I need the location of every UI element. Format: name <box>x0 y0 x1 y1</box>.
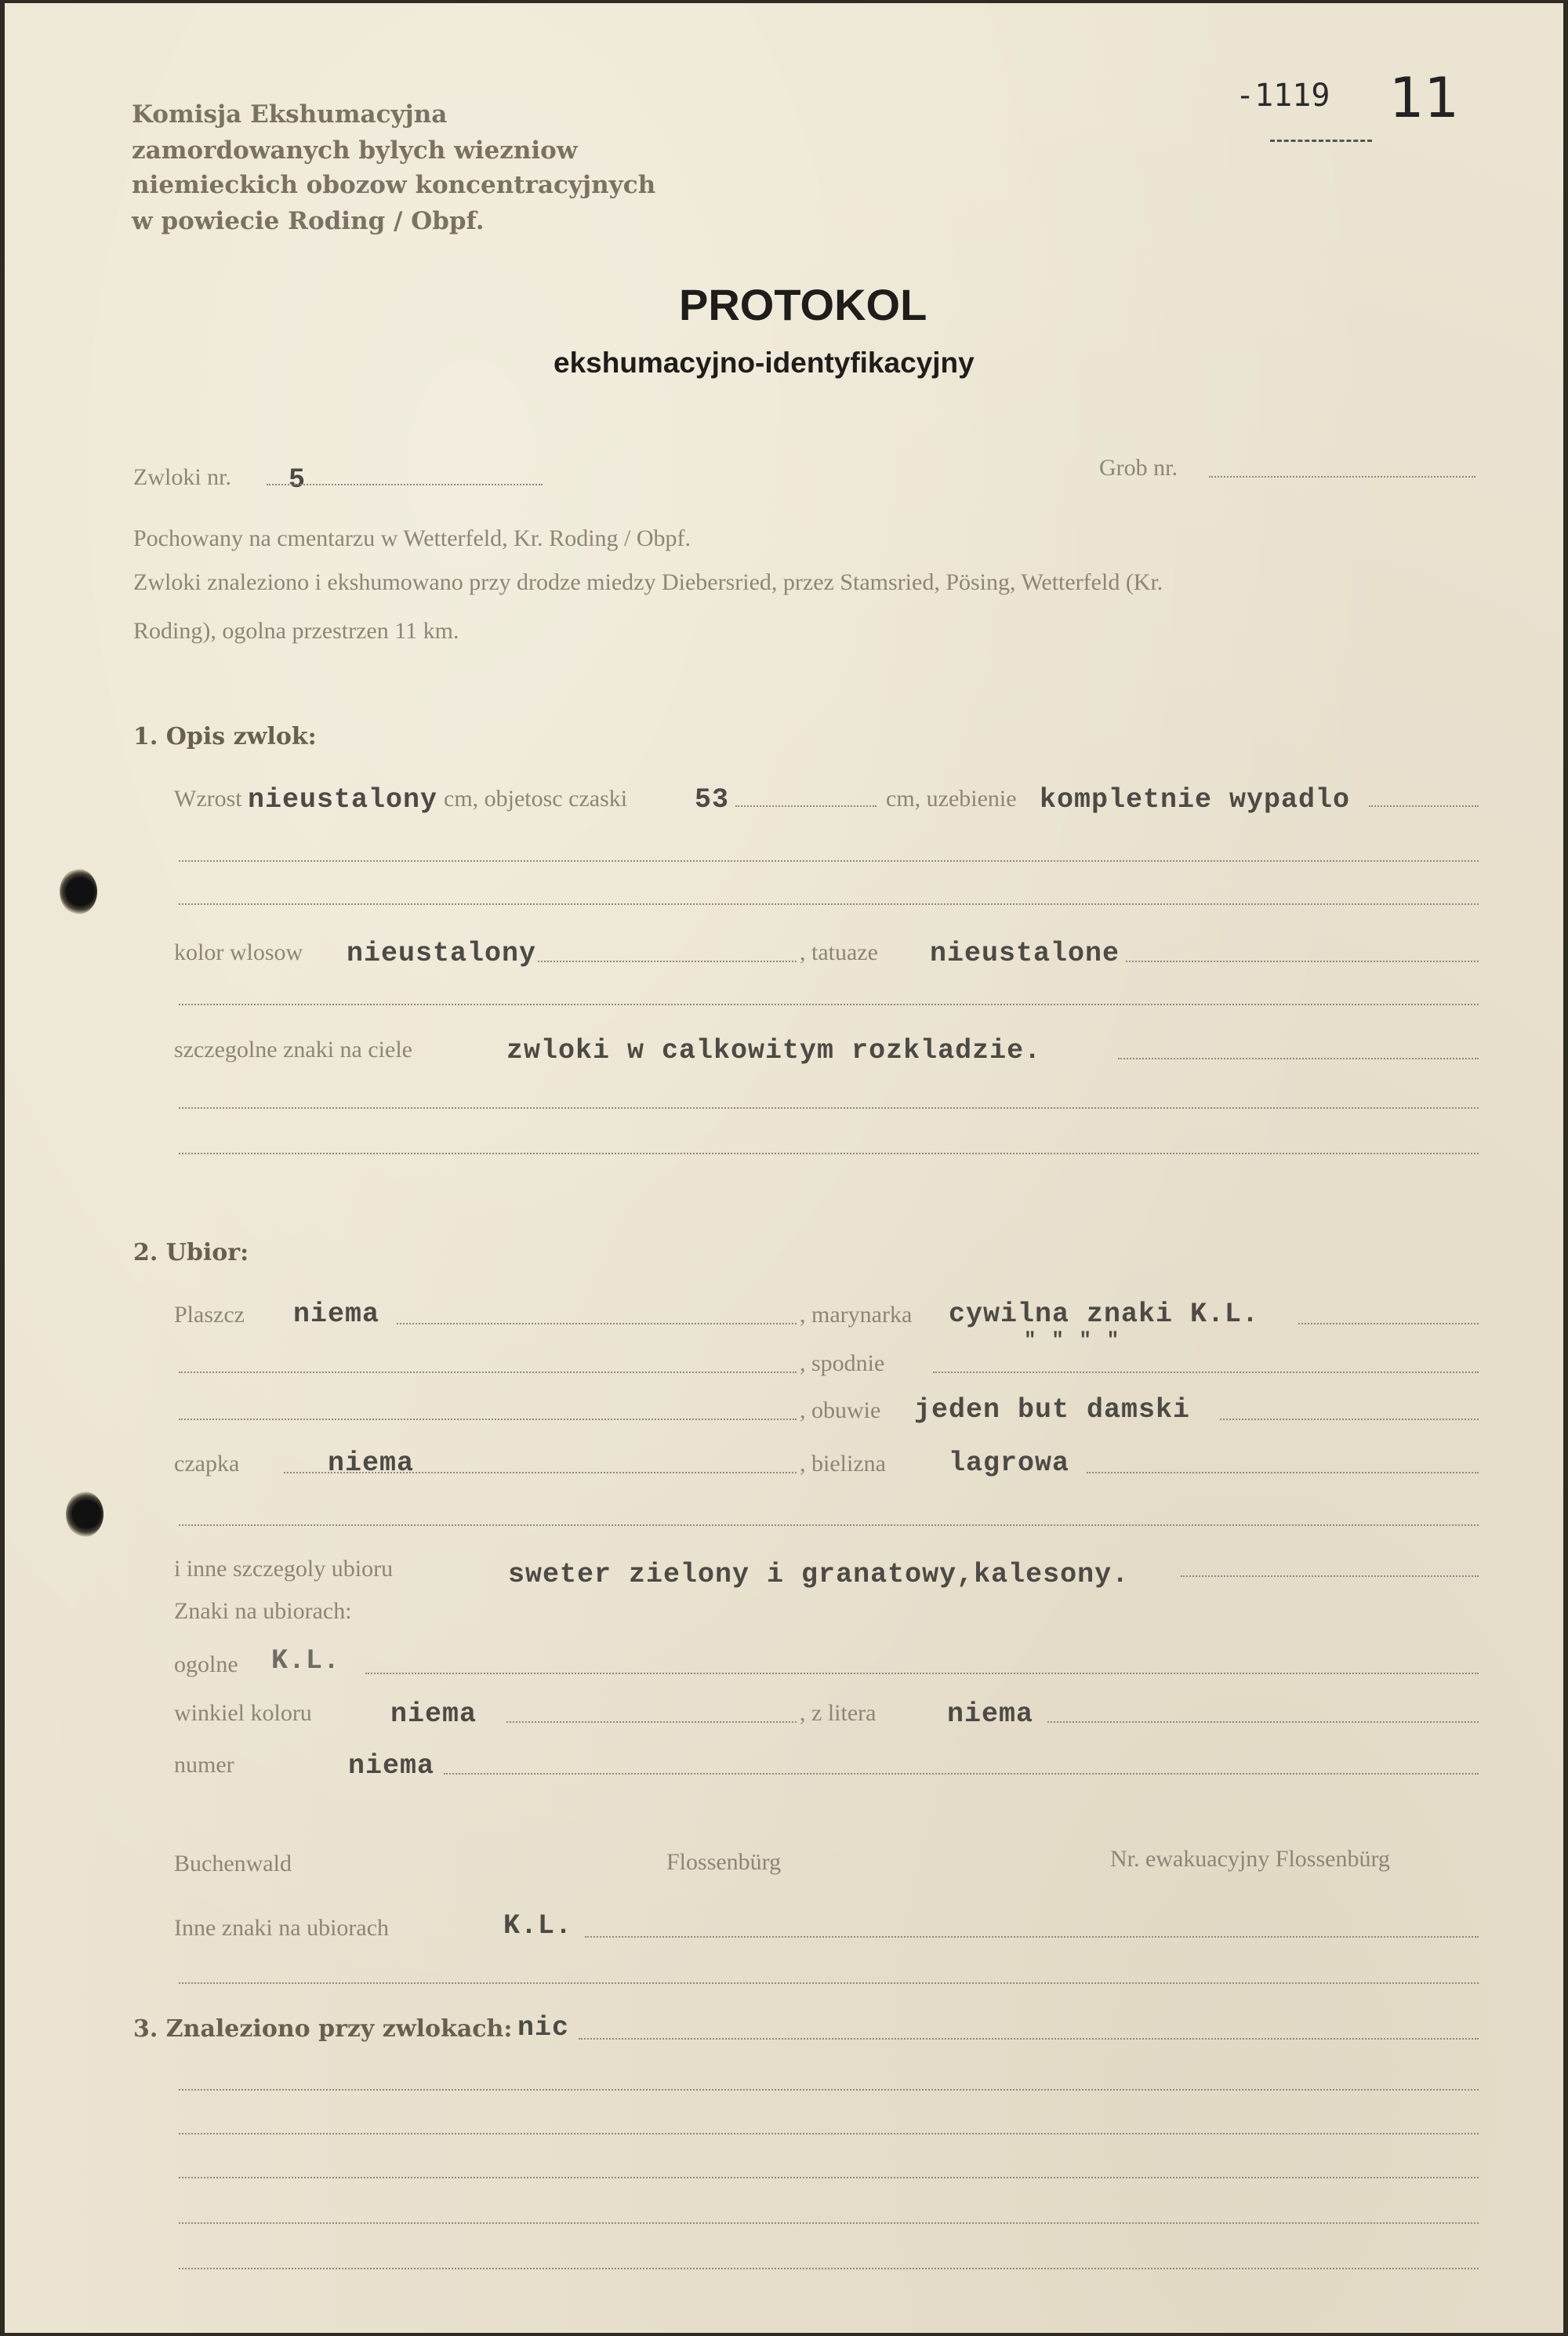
field-line <box>1181 1575 1479 1577</box>
field-line <box>444 1773 1479 1775</box>
field-line <box>179 1524 1479 1526</box>
field-line <box>397 1323 797 1324</box>
field-line <box>1118 1058 1479 1059</box>
ogolne-label: ogolne <box>174 1651 238 1677</box>
inne-znaki-label: Inne znaki na ubiorach <box>174 1915 390 1941</box>
archive-code: -1119 <box>1236 78 1330 114</box>
inne-znaki-value: K.L. <box>503 1910 573 1942</box>
page-number: 11 <box>1389 66 1460 130</box>
field-line <box>179 2133 1479 2134</box>
field-line <box>1369 805 1479 807</box>
field-line <box>579 2038 1479 2040</box>
section-heading: 2. Ubior: <box>133 1239 249 1266</box>
znaleziono-value: nic <box>517 2012 570 2044</box>
inne-label: i inne szczegoly ubioru <box>174 1556 394 1582</box>
spodnie-label: , spodnie <box>800 1350 885 1376</box>
ogolne-value: K.L. <box>271 1645 341 1677</box>
czapka-value: niema <box>328 1448 415 1479</box>
uzebienie-label: cm, uzebienie <box>886 786 1017 812</box>
wzrost-label: Wzrost <box>174 786 242 812</box>
grob-label: Grob nr. <box>1099 455 1178 481</box>
wzrost-value: nieustalony <box>248 784 438 816</box>
buchenwald-label: Buchenwald <box>174 1851 292 1876</box>
zwloki-value: 5 <box>289 464 307 496</box>
zwloki-label: Zwloki nr. <box>133 464 231 490</box>
section-heading: 1. Opis zwlok: <box>133 723 317 750</box>
znaki-value: zwloki w calkowitym rozkladzie. <box>506 1035 1042 1066</box>
field-line <box>179 2268 1479 2269</box>
znaki-ubior-label: Znaki na ubiorach: <box>174 1598 352 1624</box>
page-subtitle: ekshumacyjno-identyfikacyjny <box>554 347 975 379</box>
winkiel-label: winkiel koloru <box>174 1700 312 1726</box>
znaleziono-text: Roding), ogolna przestrzen 11 km. <box>133 618 459 644</box>
field-line <box>933 1371 1479 1373</box>
bielizna-value: lagrowa <box>949 1448 1070 1479</box>
znaleziono-text: Zwloki znaleziono i ekshumowano przy drodze miedzy Diebersried, przez Stamsried, Pösing, Wetterfeld (Kr. <box>133 569 1163 595</box>
header-line: zamordowanych bylych wiezniow <box>132 136 578 165</box>
numer-value: niema <box>348 1750 435 1782</box>
inne-value: sweter zielony i granatowy,kalesony. <box>508 1559 1130 1590</box>
znaki-label: szczegolne znaki na ciele <box>174 1037 412 1063</box>
document-page <box>5 3 1563 2333</box>
pochowany-text: Pochowany na cmentarzu w Wetterfeld, Kr. Roding / Obpf. <box>133 525 691 551</box>
marynarka-value: cywilna znaki K.L. <box>949 1299 1260 1330</box>
field-line <box>179 2222 1479 2224</box>
field-line <box>735 805 877 807</box>
ditto-marks: " " " " <box>1024 1328 1121 1352</box>
field-line <box>179 2177 1479 2178</box>
field-line <box>284 1472 797 1473</box>
uzebienie-value: kompletnie wypadlo <box>1040 784 1351 816</box>
punch-hole <box>60 869 97 914</box>
field-line <box>267 484 543 485</box>
section-heading: 3. Znaleziono przy zwlokach: <box>133 2015 513 2043</box>
field-line <box>585 1936 1479 1938</box>
obuwie-value: jeden but damski <box>914 1394 1191 1426</box>
page-title: PROTOKOL <box>679 280 927 329</box>
field-line <box>179 1107 1479 1109</box>
czaski-value: 53 <box>695 784 730 816</box>
flossenburg-label: Flossenbürg <box>666 1849 782 1875</box>
tatuaze-value: nieustalone <box>930 938 1120 969</box>
field-line <box>1209 476 1475 478</box>
marynarka-label: , marynarka <box>800 1302 913 1328</box>
field-line <box>1126 961 1479 962</box>
field-line <box>179 2089 1479 2091</box>
stamp-underline <box>1270 140 1372 142</box>
field-line <box>1220 1419 1479 1420</box>
field-line <box>179 860 1479 862</box>
ewakuacyjny-label: Nr. ewakuacyjny Flossenbürg <box>1110 1846 1390 1872</box>
obuwie-label: , obuwie <box>800 1397 881 1423</box>
punch-hole <box>66 1491 103 1537</box>
header-line: w powiecie Roding / Obpf. <box>132 207 485 235</box>
field-line <box>179 1982 1479 1984</box>
litera-value: niema <box>947 1698 1034 1730</box>
cm-label: cm, objetosc czaski <box>444 786 628 812</box>
field-line <box>538 961 797 962</box>
bielizna-label: , bielizna <box>800 1451 886 1477</box>
field-line <box>1087 1472 1479 1473</box>
litera-label: , z litera <box>800 1700 877 1726</box>
kolor-label: kolor wlosow <box>174 939 303 965</box>
plaszcz-value: niema <box>293 1299 380 1330</box>
tatuaze-label: , tatuaze <box>800 939 878 965</box>
field-line <box>179 1004 1479 1005</box>
field-line <box>179 903 1479 905</box>
winkiel-value: niema <box>390 1698 477 1730</box>
field-line <box>1047 1721 1479 1723</box>
field-line <box>179 1419 797 1420</box>
czapka-label: czapka <box>174 1451 240 1477</box>
field-line <box>179 1153 1479 1154</box>
numer-label: numer <box>174 1752 234 1778</box>
field-line <box>365 1673 1479 1674</box>
header-line: Komisja Ekshumacyjna <box>132 100 448 129</box>
kolor-value: nieustalony <box>347 938 537 969</box>
field-line <box>1298 1323 1479 1324</box>
header-line: niemieckich obozow koncentracyjnych <box>132 171 656 199</box>
field-line <box>506 1721 797 1723</box>
field-line <box>179 1371 797 1373</box>
plaszcz-label: Plaszcz <box>174 1302 245 1328</box>
